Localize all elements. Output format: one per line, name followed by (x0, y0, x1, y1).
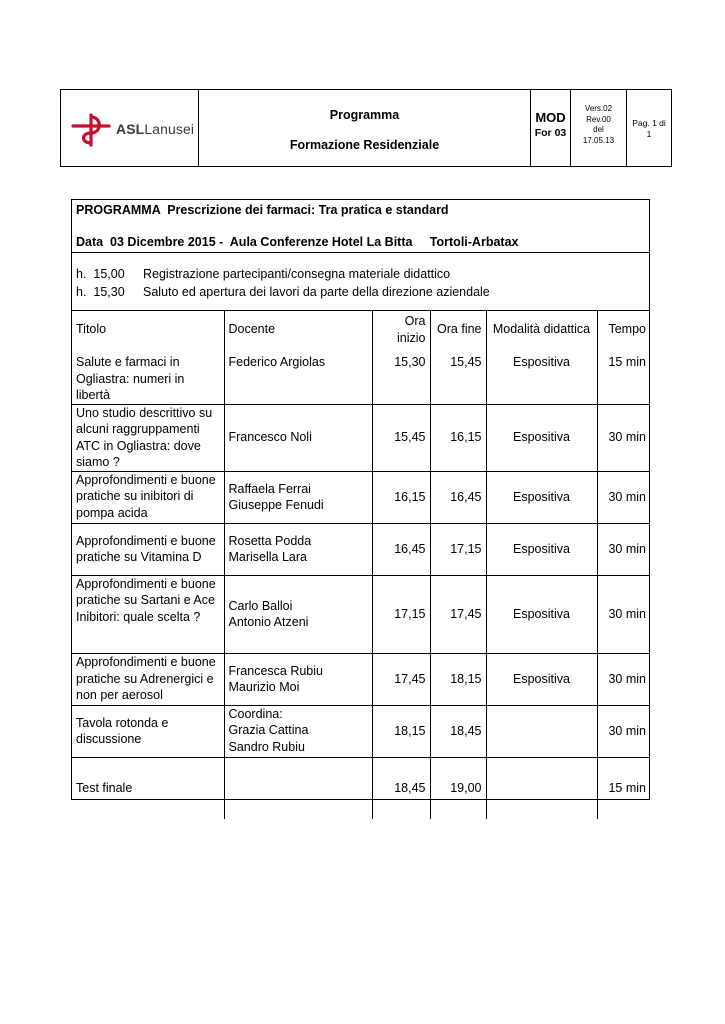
session-duration: 30 min (597, 575, 650, 653)
program-date-line: Data 03 Dicembre 2015 - Aula Conferenze Hotel La Bitta Tortoli-Arbatax (76, 235, 519, 249)
schedule-time: h. 15,00 (76, 267, 125, 281)
column-header-mode: Modalità didattica (486, 310, 597, 346)
session-title-line: Approfondimenti e buone (76, 472, 216, 487)
session-title (72, 404, 224, 471)
session-end: 16,15 (430, 404, 486, 471)
session-teacher (224, 404, 372, 471)
session-duration: 15 min (597, 346, 650, 404)
form-title-line2: Formazione Residenziale (289, 138, 440, 152)
session-title-line: pratiche su Vitamina D (76, 550, 202, 564)
session-teacher (224, 705, 372, 757)
session-teacher (224, 575, 372, 653)
schedule-text: Saluto ed apertura dei lavori da parte della direzione aziendale (143, 285, 490, 299)
schedule-item (76, 285, 490, 299)
table-header-row (72, 310, 650, 346)
session-title-line: Ogliastra: numeri in libertà (76, 371, 185, 402)
session-title-line: Inibitori: quale scelta ? (76, 609, 201, 624)
session-mode: Espositiva (486, 523, 597, 575)
session-teacher (224, 471, 372, 523)
session-title-line: pratiche su Sartani e Ace (76, 593, 215, 607)
table-row (72, 757, 650, 819)
session-teacher-line: Sandro Rubiu (228, 739, 305, 754)
session-start: 16,45 (372, 523, 430, 575)
column-header-start: Ora inizio (372, 310, 430, 346)
table-row (72, 575, 650, 653)
program-heading (72, 200, 649, 253)
session-mode: Espositiva (486, 471, 597, 523)
version-date-line: 17.05.13 (582, 135, 615, 145)
session-mode (486, 757, 597, 819)
session-title-line: alcuni raggruppamenti (76, 422, 200, 436)
session-start: 15,30 (372, 346, 430, 404)
session-teacher-line: Marisella Lara (228, 550, 308, 564)
session-title (72, 523, 224, 575)
table-row (72, 346, 650, 404)
session-end: 19,00 (430, 757, 486, 819)
session-end: 18,45 (430, 705, 486, 757)
table-row (72, 705, 650, 757)
table-row (72, 653, 650, 705)
session-duration: 30 min (597, 705, 650, 757)
session-title (72, 346, 224, 404)
column-header-duration: Tempo (597, 310, 650, 346)
module-code-cell (531, 90, 571, 166)
session-title (72, 757, 224, 819)
session-end: 17,45 (430, 575, 486, 653)
table-row (72, 471, 650, 523)
session-title-line: siamo ? (76, 455, 120, 469)
session-end: 16,45 (430, 471, 486, 523)
table-row (72, 523, 650, 575)
page-number-cell (627, 90, 671, 166)
session-teacher-line: Francesca Rubiu (228, 663, 323, 678)
module-code-line1: MOD (535, 110, 566, 125)
session-title-line: pratiche su Adrenergici e (76, 671, 214, 686)
document-header (60, 89, 672, 167)
session-teacher-line: Coordina: (228, 706, 283, 721)
session-duration: 30 min (597, 523, 650, 575)
session-mode: Espositiva (486, 653, 597, 705)
agenda-table (72, 310, 650, 819)
revision-line: Rev.00 (586, 114, 611, 124)
session-title-line: Uno studio descrittivo su (76, 405, 213, 420)
asl-logo-mark-icon (69, 113, 113, 147)
session-duration: 30 min (597, 471, 650, 523)
session-teacher (224, 346, 372, 404)
session-start: 17,45 (372, 653, 430, 705)
program-title: PROGRAMMA Prescrizione dei farmaci: Tra pratica e standard (76, 203, 449, 217)
session-title-line: ATC in Ogliastra: dove (76, 438, 201, 453)
session-title (72, 575, 224, 653)
session-teacher-line: Federico Argiolas (228, 355, 326, 369)
session-duration: 30 min (597, 404, 650, 471)
session-title-line: Approfondimenti e buone (76, 533, 216, 548)
session-mode: Espositiva (486, 346, 597, 404)
session-title-line: Approfondimenti e buone (76, 655, 216, 670)
session-title-line: pompa acida (76, 505, 148, 520)
session-title-line: pratiche su inibitori di (76, 489, 194, 503)
program-box (71, 199, 650, 800)
version-del-line: del (593, 125, 604, 134)
session-title (72, 653, 224, 705)
version-line: Vers.02 (584, 104, 613, 113)
schedule-text: Registrazione partecipanti/consegna materiale didattico (143, 267, 451, 281)
opening-schedule (72, 252, 649, 311)
session-teacher (224, 757, 372, 819)
logo-wordmark: ASLLanusei (116, 121, 195, 137)
session-teacher-line: Maurizio Moi (228, 680, 300, 694)
session-teacher-line: Rosetta Podda (228, 533, 312, 548)
session-teacher (224, 653, 372, 705)
session-teacher (224, 523, 372, 575)
session-title-line: non per aerosol (76, 688, 163, 703)
session-teacher-line: Antonio Atzeni (228, 615, 309, 629)
session-title-line: Test finale (76, 781, 133, 795)
session-title-line: Tavola rotonda e (76, 715, 169, 730)
session-title-line: Salute e farmaci in (76, 355, 180, 369)
session-teacher-line: Carlo Balloi (228, 598, 293, 613)
session-teacher-line: Raffaela Ferrai (228, 481, 311, 496)
session-title-line: discussione (76, 732, 142, 746)
logo-cell (61, 90, 199, 166)
session-start: 17,15 (372, 575, 430, 653)
session-end: 17,15 (430, 523, 486, 575)
form-title-line1: Programma (329, 108, 400, 122)
column-header-title: Titolo (72, 310, 224, 346)
column-header-teacher: Docente (224, 310, 372, 346)
session-title-line: Approfondimenti e buone (76, 576, 216, 591)
column-header-end: Ora fine (430, 310, 486, 346)
module-code-line2: For 03 (534, 127, 567, 139)
session-duration: 15 min (597, 757, 650, 819)
session-end: 18,15 (430, 653, 486, 705)
session-title (72, 705, 224, 757)
session-start: 18,45 (372, 757, 430, 819)
schedule-time: h. 15,30 (76, 285, 125, 299)
session-teacher-line: Francesco Noli (228, 430, 312, 445)
schedule-item (76, 267, 450, 281)
session-start: 16,15 (372, 471, 430, 523)
table-row (72, 404, 650, 471)
version-cell (571, 90, 627, 166)
form-title-cell (199, 90, 531, 166)
session-title (72, 471, 224, 523)
session-duration: 30 min (597, 653, 650, 705)
session-teacher-line: Giuseppe Fenudi (228, 498, 324, 512)
session-mode: Espositiva (486, 404, 597, 471)
session-mode (486, 705, 597, 757)
page-number-line2: 1 (646, 129, 652, 139)
session-teacher-line: Grazia Cattina (228, 723, 309, 737)
session-start: 18,15 (372, 705, 430, 757)
session-end: 15,45 (430, 346, 486, 404)
session-mode: Espositiva (486, 575, 597, 653)
session-start: 15,45 (372, 404, 430, 471)
page-number-line1: Pag. 1 di (632, 118, 666, 128)
